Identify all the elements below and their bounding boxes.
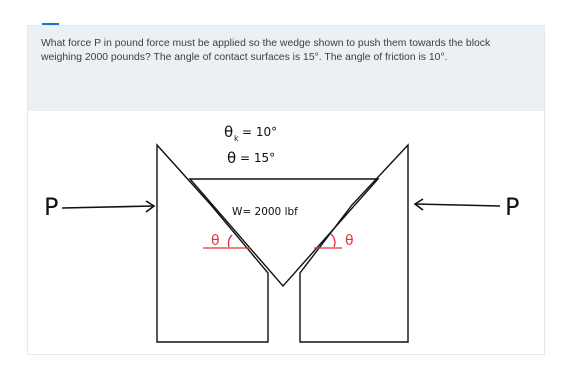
friction-subscript: k — [234, 134, 239, 143]
contact-angle-label — [227, 149, 275, 167]
force-right-arrow-shaft — [415, 204, 500, 206]
force-left-arrow-shaft — [62, 206, 153, 208]
force-right-label: P — [505, 193, 520, 221]
friction-angle-label — [224, 123, 277, 143]
weight-label: W= 2000 lbf — [232, 206, 298, 218]
friction-theta-symbol: θ — [224, 123, 234, 141]
friction-angle-value: = 10° — [242, 125, 278, 139]
right-angle-symbol: θ — [345, 233, 354, 249]
right-block — [300, 145, 408, 342]
question-text: What force P in pound force must be applied so the wedge shown to push them towards the block weighing 2000 pounds? The angle of contact surfaces is 15°. The angle of friction is 10°. — [41, 38, 491, 63]
force-left-label: P — [44, 193, 59, 221]
contact-theta-symbol: θ — [227, 149, 237, 167]
left-angle-symbol: θ — [211, 233, 220, 249]
left-angle-marker — [203, 233, 250, 249]
contact-angle-value: = 15° — [240, 151, 276, 165]
